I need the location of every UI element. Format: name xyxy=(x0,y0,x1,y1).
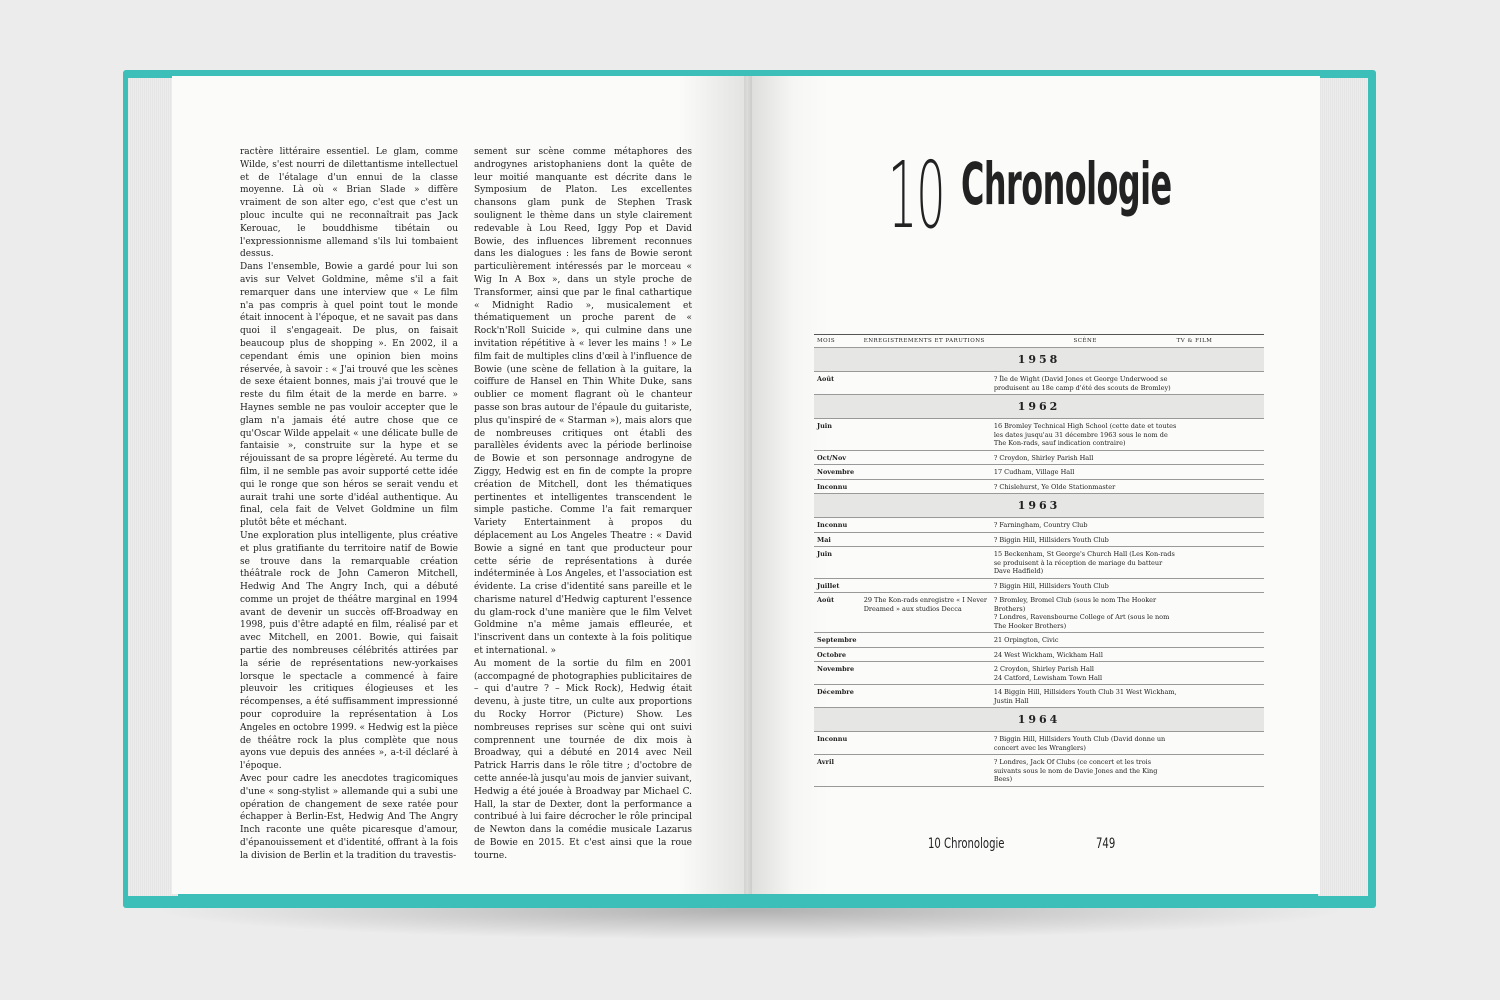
header-tv-film: TV & FILM xyxy=(1176,338,1213,344)
cell-mois: Inconnu xyxy=(817,735,848,743)
cell-scene xyxy=(994,665,1177,682)
table-row xyxy=(814,547,1264,579)
cell-tv-film xyxy=(1177,454,1264,463)
cell-tv-film xyxy=(1177,651,1264,660)
scene-entry: 17 Cudham, Village Hall xyxy=(993,468,1075,476)
scene-entry: 15 Beckenham, St George's Church Hall (Les Kon-rads se produisent à la réception de mariage du batteur Dave Hadfield) xyxy=(993,550,1175,575)
scene-entry: ? Londres, Ravensbourne College of Art (sous le nom The Hooker Brothers) xyxy=(993,613,1170,630)
table-row xyxy=(814,662,1264,685)
header-mois: MOIS xyxy=(817,338,836,344)
cell-tv-film xyxy=(1177,521,1264,530)
table-row xyxy=(814,465,1264,480)
cell-mois: Avril xyxy=(817,758,834,766)
cell-scene xyxy=(994,483,1177,492)
cell-enregistrements xyxy=(864,454,994,463)
scene-entry: 14 Biggin Hill, Hillsiders Youth Club 31 West Wickham, Justin Hall xyxy=(993,688,1177,705)
paragraph: Une exploration plus intelligente, plus créative et plus gratifiante du territoire natif de Bowie se trouve dans la remarquable création théâtrale rock de John Cameron Mitchell, Hedwig And The Angry Inch, qui a débuté comme un projet de théâtre marginal en 1994 avant de devenir un succès off-Broadway en 1998, puis d'être adapté en film, réalisé par et avec Mitchell, en 2001. Bowie, qui faisait partie des nombreuses célébrités attirées par la série de représentations new-yorkaises lorsque le spectacle a commencé à faire pleuvoir les critiques élogieuses et les récompenses, a été suffisamment impressionné pour coproduire la représentation à Los Angeles en octobre 1999. « Hedwig est la pièce de théâtre rock la plus complète que nous ayons vue depuis des années », a-t-il déclaré à l'époque. xyxy=(240,530,458,772)
year-band: 1962 xyxy=(814,395,1264,419)
cell-enregistrements xyxy=(864,375,994,392)
scene-entry: ? Londres, Jack Of Clubs (ce concert et les trois suivants sous le nom de Davie Jones and the King Bees) xyxy=(993,758,1158,783)
cell-scene xyxy=(994,468,1177,477)
cell-mois: Juillet xyxy=(817,581,840,590)
cell-mois: Août xyxy=(817,596,835,604)
table-row xyxy=(814,633,1264,648)
scene-entry: ? Chislehurst, Ye Olde Stationmaster xyxy=(993,482,1116,491)
cell-mois: Mai xyxy=(817,535,831,544)
cell-enregistrements xyxy=(864,651,994,660)
left-page xyxy=(172,76,748,894)
text-column-1 xyxy=(240,146,458,863)
cell-tv-film xyxy=(1177,758,1264,784)
table-row xyxy=(814,579,1264,594)
scene-entry: 24 West Wickham, Wickham Hall xyxy=(993,650,1103,659)
cell-tv-film xyxy=(1177,468,1264,477)
table-row xyxy=(814,372,1264,395)
table-row xyxy=(814,732,1264,755)
cell-tv-film xyxy=(1177,483,1264,492)
table-row xyxy=(814,419,1264,451)
cell-mois: Inconnu xyxy=(817,521,848,529)
cell-tv-film xyxy=(1177,536,1264,545)
text-column-2 xyxy=(474,146,692,863)
scene-entry: ? Biggin Hill, Hillsiders Youth Club xyxy=(993,581,1109,590)
cell-mois: Juin xyxy=(817,422,832,430)
cell-tv-film xyxy=(1177,688,1264,705)
table-row xyxy=(814,685,1264,708)
cell-tv-film xyxy=(1177,596,1264,630)
cell-scene xyxy=(994,735,1177,752)
cell-enregistrements xyxy=(864,521,994,530)
cell-enregistrements xyxy=(864,735,994,752)
cell-tv-film xyxy=(1177,582,1264,591)
cell-mois: Inconnu xyxy=(817,482,848,491)
cell-scene xyxy=(994,758,1177,784)
cell-enregistrements xyxy=(864,422,994,448)
cell-enregistrements xyxy=(864,483,994,492)
cell-enregistrements xyxy=(864,636,994,645)
right-page xyxy=(748,76,1320,894)
cell-tv-film xyxy=(1177,735,1264,752)
cell-enregistrements xyxy=(864,550,994,576)
scene-entry: ? Farningham, Country Club xyxy=(993,521,1088,529)
cell-scene xyxy=(994,550,1177,576)
scene-entry: ? Biggin Hill, Hillsiders Youth Club (David donne un concert avec les Wranglers) xyxy=(993,735,1166,752)
cell-tv-film xyxy=(1177,422,1264,448)
chapter-number: 10 xyxy=(888,142,945,249)
paragraph: sement sur scène comme métaphores des androgynes aristophaniens dont la quête de leur moitié manquante est décrite dans le Symposium de Platon. Les excellentes chansons glam punk de Stephen Trask soulignent le thème dans un style clairement redevable à Lou Reed, Iggy Pop et David Bowie, des influences librement reconnues dans les dialogues : les fans de Bowie seront particulièrement intéressés par le morceau « Wig In A Box », dans un style proche de Transformer, ainsi que par le final cathartique « Midnight Radio », musicalement et thématiquement un proche parent de « Rock'n'Roll Suicide », qui culmine dans une invitation répétitive à « lever les mains ! » Le film fait de multiples clins d'œil à l'influence de Bowie (une scène de fellation à la guitare, la coiffure de Hansel en Thin White Duke, sans oublier ce moment flagrant où le chanteur passe son bras autour de l'épaule du guitariste, plus qu'inspiré de « Starman »), mais alors que de nombreuses critiques ont établi des parallèles évidents avec la période berlinoise de Bowie et son personnage androgyne de Ziggy, Hedwig est en fin de compte la propre création de Mitchell, dont les thématiques pertinentes et intelligentes transcendent le simple pastiche. Comme l'a fait remarquer Variety Entertainment à propos du déplacement au Los Angeles Theatre : « David Bowie a signé en tant que producteur pour cette série de représentations à durée indéterminée à Los Angeles, et l'association est évidente. La crise d'identité sans pareille et le charisme naturel d'Hedwig capturent l'essence du glam-rock d'une manière que le film Velvet Goldmine n'a même jamais effleurée, et l'inscrivent dans un contexte à la fois politique et international. » xyxy=(474,147,692,657)
table-row xyxy=(814,533,1264,548)
running-footer-title: 10 Chronologie xyxy=(928,836,1005,852)
cell-enregistrements: 29 The Kon-rads enregistre « I Never Dreamed » aux studios Decca xyxy=(863,596,988,613)
cell-mois: Novembre xyxy=(817,468,855,476)
cell-mois: Oct/Nov xyxy=(817,453,847,462)
cell-mois: Août xyxy=(817,375,835,383)
cell-tv-film xyxy=(1177,636,1264,645)
scene-entry: ? Croydon, Shirley Parish Hall xyxy=(993,453,1094,462)
chapter-title: Chronologie xyxy=(961,150,1172,218)
scene-entry: ? Île de Wight (David Jones et George Underwood se produisent au 18e camp d'été des scouts de Bromley) xyxy=(993,375,1171,392)
year-band: 1958 xyxy=(814,348,1264,372)
cell-tv-film xyxy=(1177,550,1264,576)
scene-entry: 2 Croydon, Shirley Parish Hall xyxy=(993,665,1094,673)
table-row xyxy=(814,451,1264,466)
table-row xyxy=(814,518,1264,533)
page-edges-left xyxy=(128,78,178,896)
cell-enregistrements xyxy=(864,536,994,545)
cell-scene xyxy=(994,582,1177,591)
cell-scene xyxy=(994,636,1177,645)
table-row xyxy=(814,648,1264,663)
chronology-table xyxy=(814,334,1264,787)
cell-scene xyxy=(994,688,1177,705)
cell-scene xyxy=(994,596,1177,630)
year-band: 1964 xyxy=(814,708,1264,732)
scene-entry: ? Bromley, Bromel Club (sous le nom The Hooker Brothers) xyxy=(993,596,1157,613)
paragraph: Avec pour cadre les anecdotes tragicomiques d'une « song-stylist » allemande qui a subi une opération de changement de sexe ratée pour échapper à Berlin-Est, Hedwig And The Angry Inch raconte une quête picaresque d'amour, d'épanouissement et d'identité, offrant à la fois la division de Berlin et la tradition du travestis- xyxy=(240,774,458,861)
cell-scene xyxy=(994,651,1177,660)
cell-mois: Octobre xyxy=(817,650,847,659)
year-band: 1963 xyxy=(814,494,1264,518)
cell-scene xyxy=(994,422,1177,448)
paragraph: ractère littéraire essentiel. Le glam, comme Wilde, s'est nourri de dilettantisme intellectuel et de l'étalage d'un ennui de la classe moyenne. Là où « Brian Slade » diffère vraiment de son alter ego, c'est que c'est un plouc inculte qui ne reconnaîtrait pas Jack Kerouac, le bouddhisme tibétain ou l'expressionnisme allemand s'ils lui tombaient dessus. xyxy=(240,147,458,260)
cell-enregistrements xyxy=(864,688,994,705)
cell-enregistrements xyxy=(864,582,994,591)
paragraph: Dans l'ensemble, Bowie a gardé pour lui son avis sur Velvet Goldmine, même s'il a fait remarquer dans une interview que « Le film n'a pas compris à quel point tout le monde était innocent à l'époque, et ne savait pas dans quoi il s'engageait. De plus, on faisait beaucoup plus de shopping ». En 2002, il a cependant émis une opinion bien moins réservée, à savoir : « J'ai trouvé que les scènes de sexe étaient bonnes, mais j'ai trouvé que le reste du film était de la merde en barre. » Haynes semble ne pas vouloir accepter que le glam n'a jamais été autre chose que ce qu'Oscar Wilde appelait « une délicate bulle de fantaisie », construite sur la hype et se réjouissant de sa propre légèreté. Au terme du film, il ne semble pas avoir supporté cette idée qui le ronge que son héros se serait vendu et aurait trahi une sorte d'idéal authentique. Au final, cela fait de Velvet Goldmine un film plutôt bête et méchant. xyxy=(240,262,458,529)
cell-mois: Juin xyxy=(817,550,832,558)
cell-mois: Décembre xyxy=(817,688,854,696)
table-row xyxy=(814,755,1264,787)
cell-scene xyxy=(994,375,1177,392)
scene-entry: 21 Orpington, Civic xyxy=(993,636,1059,644)
cell-mois: Novembre xyxy=(817,665,855,673)
book-gutter xyxy=(744,76,752,894)
table-body xyxy=(814,348,1264,787)
cell-tv-film xyxy=(1177,375,1264,392)
cell-scene xyxy=(994,454,1177,463)
cell-enregistrements xyxy=(864,758,994,784)
paragraph: Au moment de la sortie du film en 2001 (accompagné de photographies publicitaires de – qui d'autre ? – Mick Rock), Hedwig était devenu, à juste titre, un culte aux proportions du Rocky Horror (Picture) Show. Les nombreuses reprises sur scène qui ont suivi comprennent une tournée de dix mois à Broadway, qui a débuté en 2014 avec Neil Patrick Harris dans le rôle titre ; d'octobre de cette année-là jusqu'au mois de janvier suivant, Hedwig a été jouée à Broadway par Michael C. Hall, la star de Dexter, dont la performance a contribué à lui faire décrocher le rôle principal de Newton dans la comédie musicale Lazarus de Bowie en 2015. Et c'est ainsi que la roue tourne. xyxy=(474,658,692,861)
page-number: 749 xyxy=(1096,836,1116,852)
cell-mois: Septembre xyxy=(817,636,857,644)
cell-enregistrements xyxy=(864,665,994,682)
header-scene: SCÈNE xyxy=(1073,338,1097,344)
table-row xyxy=(814,593,1264,633)
scene-entry: 16 Bromley Technical High School (cette date et toutes les dates jusqu'au 31 décembre 1963 sous le nom de The Kon-rads, sauf indication contraire) xyxy=(993,422,1177,447)
table-header xyxy=(814,334,1264,348)
cell-scene xyxy=(994,536,1177,545)
table-row xyxy=(814,480,1264,495)
cell-scene xyxy=(994,521,1177,530)
cell-tv-film xyxy=(1177,665,1264,682)
scene-entry: ? Biggin Hill, Hillsiders Youth Club xyxy=(993,535,1109,544)
cell-enregistrements xyxy=(864,468,994,477)
page-edges-right xyxy=(1318,78,1368,896)
header-enregistrements: ENREGISTREMENTS ET PARUTIONS xyxy=(863,338,985,344)
scene-entry: 24 Catford, Lewisham Town Hall xyxy=(993,673,1103,682)
